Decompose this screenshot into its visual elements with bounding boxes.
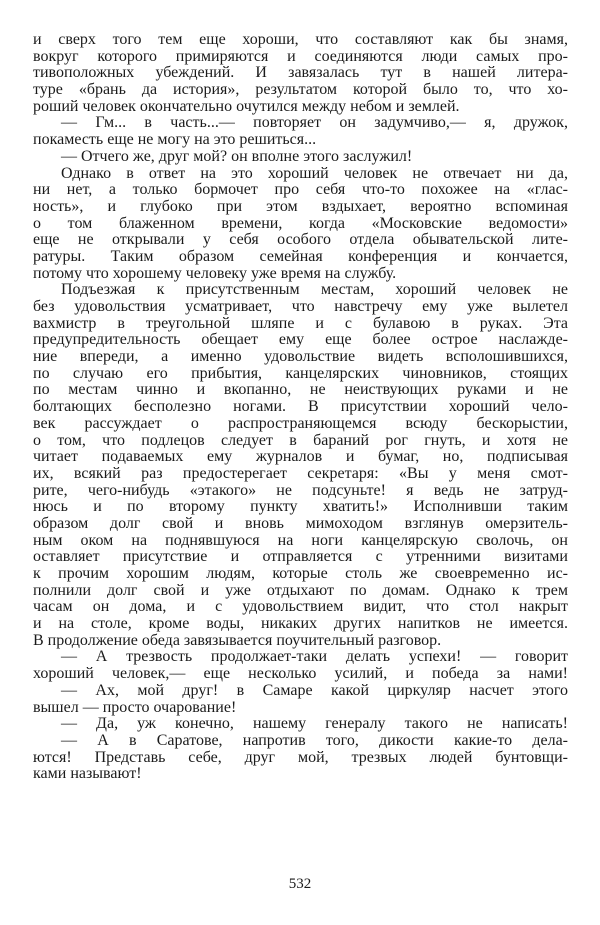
text-line: болтающих бесполезно ногами. В присутствии хороший чело- xyxy=(33,398,568,416)
text-line: о том, что подлецов следует в бараний рог гнуть, и хотя не xyxy=(33,431,568,449)
text-line: оставляет присутствие и отправляется с утренними визитами xyxy=(33,548,568,566)
text-line: — А в Саратове, напротив того, дикости какие-то дела- xyxy=(61,731,568,749)
text-line: тивоположных убеждений. И завязалась тут в нашей литера- xyxy=(33,64,568,82)
text-line: — Ах, мой друг! в Самаре какой циркуляр насчет этого xyxy=(61,681,568,699)
text-line: предупредительность обещает ему еще более острое наслажде- xyxy=(33,331,568,349)
text-line: В продолжение обеда завязывается поучительный разговор. xyxy=(33,631,442,649)
page-number: 532 xyxy=(288,876,312,892)
page-body-text xyxy=(33,32,568,783)
text-line: хороший человек,— еще несколько усилий, и победа за нами! xyxy=(33,665,568,683)
text-line: о том блаженном времени, когда «Московские ведомости» xyxy=(33,214,568,232)
text-line: ни нет, а только бормочет про себя что-то похожее на «глас- xyxy=(33,181,568,199)
text-line: ками называют! xyxy=(33,765,142,783)
text-line: — А трезвость продолжает-таки делать успехи! — говорит xyxy=(61,648,568,666)
text-line: без удовольствия усматривает, что навстречу ему уже вылетел xyxy=(33,298,568,315)
text-line: потому что хорошему человеку уже время на службу. xyxy=(33,264,397,282)
text-line: еще не открывали у себя особого отдела обывательской лите- xyxy=(33,231,568,249)
text-line: часам он дома, и с удовольствием видит, что стол накрыт xyxy=(33,598,568,616)
text-line: и сверх того тем еще хороши, что составляют как бы знамя, xyxy=(33,31,568,48)
text-line: ние впереди, а именно удовольствие видеть всполошившихся, xyxy=(33,348,568,366)
text-line: по местам чинно и вкопанно, не неиствующих руками и не xyxy=(33,381,568,399)
text-line: их, всякий раз предостерегает секретаря: «Вы у меня смот- xyxy=(33,464,568,482)
text-line: ратуры. Таким образом семейная конференция и кончается, xyxy=(33,247,568,265)
text-line: туре «брань да история», результатом которой было то, что хо- xyxy=(33,81,568,99)
text-line: — Отчего же, друг мой? он вполне этого заслужил! xyxy=(61,147,413,165)
text-line: по случаю его прибытия, канцелярских чиновников, стоящих xyxy=(33,364,568,382)
text-line: читает подаваемых ему журналов и бумаг, но, подписывая xyxy=(33,448,568,466)
text-line: ным оком на поднявшуюся на ноги канцелярскую сволочь, он xyxy=(33,531,568,549)
text-line: вахмистр в треугольной шляпе и с булавою в руках. Эта xyxy=(33,314,568,332)
text-line: вышел — просто очарование! xyxy=(33,698,237,716)
text-line: образом долг свой и вновь мимоходом взглянув омерзитель- xyxy=(33,514,568,532)
text-line: роший человек окончательно очутился между небом и землей. xyxy=(33,97,460,115)
text-line: ность», и глубоко при этом вздыхает, вероятно вспоминая xyxy=(33,197,568,215)
text-line: — Гм... в часть...— повторяет он задумчиво,— я, дружок, xyxy=(61,114,568,132)
text-line: век рассуждает о распространяющемся всюду бескорыстии, xyxy=(33,414,568,432)
text-line: покаместь еще не могу на это решиться... xyxy=(33,131,317,149)
text-line: Подъезжая к присутственным местам, хороший человек не xyxy=(61,281,568,299)
text-line: — Да, уж конечно, нашему генералу такого не написать! xyxy=(61,715,568,733)
text-line: вокруг которого примиряются и соединяются люди самых про- xyxy=(33,47,568,65)
text-line: ются! Представь себе, друг мой, трезвых людей бунтовщи- xyxy=(33,748,568,766)
text-line: полнили долг свой и уже отдыхают по домам. Однако к трем xyxy=(33,581,568,599)
text-line: рите, чего-нибудь «этакого» не подсуньте! я ведь не затруд- xyxy=(33,481,568,499)
text-line: Однако в ответ на это хороший человек не отвечает ни да, xyxy=(61,164,568,182)
text-line: к прочим хорошим людям, которые столь же своевременно ис- xyxy=(33,565,568,582)
text-line: и на столе, кроме воды, никаких других напитков не имеется. xyxy=(33,615,568,633)
text-line: нюсь и по второму пункту хватить!» Исполнивши таким xyxy=(33,498,568,516)
